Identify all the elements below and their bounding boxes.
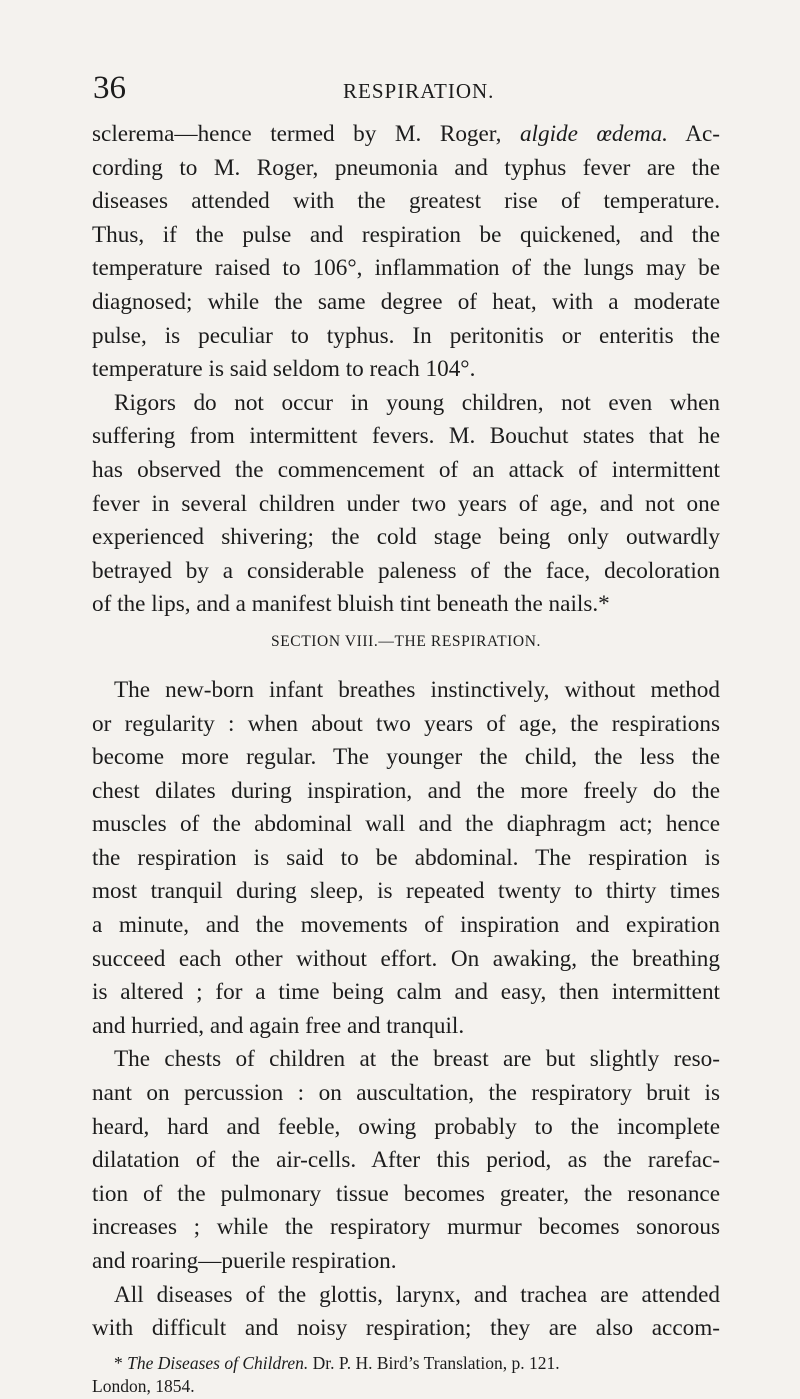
page-body xyxy=(92,118,720,1398)
paragraph-5 xyxy=(92,1279,720,1346)
text-line: heard, hard and feeble, owing probably to the incomplete xyxy=(92,1113,720,1140)
text-line: and roaring—puerile respiration. xyxy=(92,1248,397,1274)
text-line: has observed the commencement of an attack of intermittent xyxy=(92,456,720,483)
text-line: most tranquil during sleep, is repeated twenty to thirty times xyxy=(92,878,720,905)
text-line: Rigors do not occur in young children, not even when xyxy=(114,389,720,416)
paragraph-3 xyxy=(92,674,720,1044)
text-line: temperature is said seldom to reach 104°. xyxy=(92,356,476,383)
text-line: is altered ; for a time being calm and easy, then intermittent xyxy=(92,979,720,1006)
text-line: a minute, and the movements of inspiration and expiration xyxy=(92,912,720,939)
text-line: suffering from intermittent fevers. M. Bouchut states that he xyxy=(92,423,720,450)
text-line: The new-born infant breathes instinctively, without method xyxy=(114,676,720,703)
text-line: diseases attended with the greatest rise of temperature. xyxy=(92,188,720,215)
text-line: succeed each other without effort. On awaking, the breathing xyxy=(92,945,720,972)
footnote-line: London, 1854. xyxy=(92,1375,195,1396)
section-heading: SECTION VIII.—THE RESPIRATION. xyxy=(270,632,541,650)
text-line: cording to M. Roger, pneumonia and typhus fever are the xyxy=(92,154,720,181)
text-line: increases ; while the respiratory murmur becomes sonorous xyxy=(92,1214,720,1241)
text-line: nant on percussion : on auscultation, the respiratory bruit is xyxy=(92,1080,720,1107)
paragraph-1 xyxy=(92,118,720,387)
text-line: temperature raised to 106°, inflammation of the lungs may be xyxy=(92,255,720,282)
text-line: muscles of the abdominal wall and the diaphragm act; hence xyxy=(92,811,720,838)
text-line: and hurried, and again free and tranquil. xyxy=(92,1012,465,1039)
text-line: become more regular. The younger the child, the less the xyxy=(92,744,720,771)
text-line: with difficult and noisy respiration; they are also accom- xyxy=(92,1315,720,1342)
text-line: dilatation of the air-cells. After this period, as the rarefac- xyxy=(92,1147,720,1174)
page-header xyxy=(93,68,713,108)
text-line: All diseases of the glottis, larynx, and trachea are attended xyxy=(114,1281,720,1308)
page-number: 36 xyxy=(93,70,126,106)
text-line: sclerema—hence termed by M. Roger, algide œdema. Ac- xyxy=(92,121,721,147)
text-line: fever in several children under two years of age, and not one xyxy=(92,490,720,517)
text-line: of the lips, and a manifest bluish tint beneath the nails.* xyxy=(92,591,610,618)
text-line: Thus, if the pulse and respiration be quickened, and the xyxy=(92,221,720,248)
footnote-line: * The Diseases of Children. Dr. P. H. Bird’s Translation, p. 121. xyxy=(114,1352,560,1373)
footnote-title: The Diseases of Children. xyxy=(127,1352,309,1373)
text-line: betrayed by a considerable paleness of the face, decoloration xyxy=(92,557,720,584)
paragraph-2 xyxy=(92,387,720,622)
text-line: tion of the pulmonary tissue becomes greater, the resonance xyxy=(92,1180,720,1207)
text-line: The chests of children at the breast are but slightly reso- xyxy=(114,1046,720,1073)
footnote xyxy=(92,1352,720,1398)
text-line: the respiration is said to be abdominal. The respiration is xyxy=(92,844,720,871)
running-head: RESPIRATION. xyxy=(343,79,495,103)
paragraph-4 xyxy=(92,1043,720,1278)
italic-term: algide œdema. xyxy=(519,121,668,147)
text-line: diagnosed; while the same degree of heat, with a moderate xyxy=(92,288,720,315)
text-line: pulse, is peculiar to typhus. In peritonitis or enteritis the xyxy=(92,322,720,349)
text-line: experienced shivering; the cold stage being only outwardly xyxy=(92,524,720,551)
text-line: or regularity : when about two years of age, the respirations xyxy=(92,710,720,737)
text-line: chest dilates during inspiration, and the more freely do the xyxy=(92,777,720,804)
